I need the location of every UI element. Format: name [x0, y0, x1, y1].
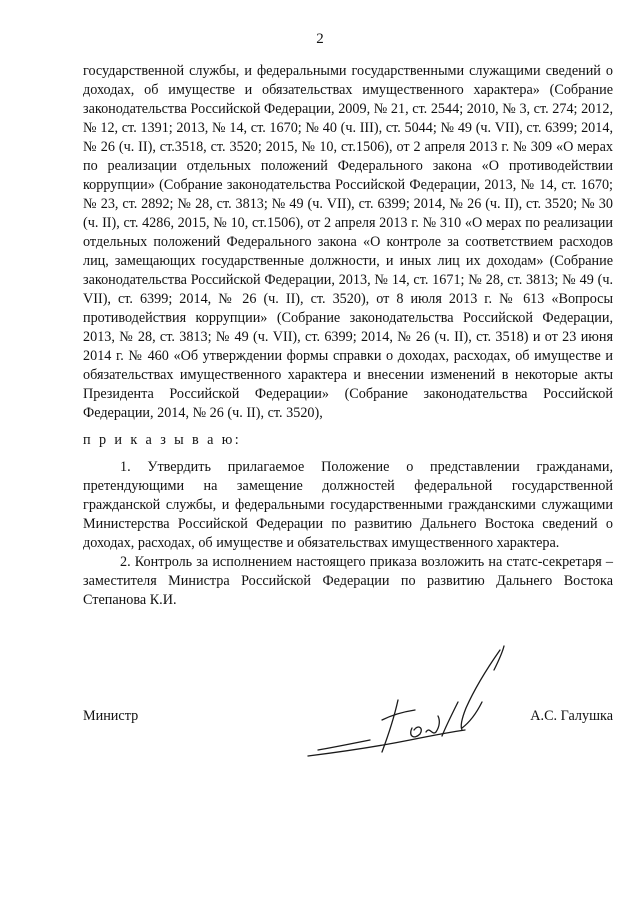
document-body — [83, 62, 613, 610]
intro-paragraph: государственной службы, и федеральными государственными служащими сведений о доходах, об имуществе и обязательствах имущественного характера» (Собрание законодательства Российской Федерации, 2009, № 21, ст. 2544; 2010, № 3, ст. 274; 2012, № 12, ст. 1391; 2013, № 14, ст. 1670; № 40 (ч. III), ст. 5044; № 49 (ч. VII), ст. 6399; 2014, № 26 (ч. II), ст.3518, ст. 3520; 2015, № 10, ст.1506), от 2 апреля 2013 г. № 309 «О мерах по реализации отдельных положений Федерального закона «О противодействии коррупции» (Собрание законодательства Российской Федерации, 2013, № 14, ст. 1670; № 23, ст. 2892; № 28, ст. 3813; № 49 (ч. VII), ст. 6399; 2014, № 26 (ч. II), ст. 3520; № 30 (ч. II), ст. 4286, 2015, № 10, ст.1506), от 2 апреля 2013 г. № 310 «О мерах по реализации отдельных положений Федерального закона «О контроле за соответствием расходов лиц, замещающих государственные должности, и иных лиц их доходам» (Собрание законодательства Российской Федерации, 2013, № 14, ст. 1671; № 28, ст. 3813; № 49 (ч. VII), ст. 6399; 2014, № 26 (ч. II), ст. 3520), от 8 июля 2013 г. № 613 «Вопросы противодействия коррупции» (Собрание законодательства Российской Федерации, 2013, № 28, ст. 3813; № 49 (ч. VII), ст. 6399; 2014, № 26 (ч. II), ст. 3518) и от 23 июня 2014 г. № 460 «Об утверждении формы справки о доходах, расходах, об имуществе и обязательствах имущественного характера и внесении изменений в некоторые акты Президента Российской Федерации» (Собрание законодательства Российской Федерации, 2014, № 26 (ч. II), ст. 3520), — [83, 63, 613, 421]
page-number: 2 — [316, 31, 324, 47]
signatory-name: А.С. Галушка — [530, 708, 613, 724]
order-word: п р и к а з ы в а ю: — [83, 432, 242, 448]
order-item-2: 2. Контроль за исполнением настоящего приказа возложить на статс-секретаря – заместителя Министра Российской Федерации по развитию Дальнего Востока Степанова К.И. — [83, 554, 613, 608]
handwritten-signature — [290, 640, 520, 770]
signatory-title: Министр — [83, 708, 139, 724]
order-item-1: 1. Утвердить прилагаемое Положение о представлении гражданами, претендующими на замещение должностей федеральной государственной гражданской службы, и федеральными государственными гражданскими служащими Министерства Российской Федерации по развитию Дальнего Востока сведений о доходах, расходах, об имуществе и обязательствах имущественного характера. — [83, 459, 613, 551]
